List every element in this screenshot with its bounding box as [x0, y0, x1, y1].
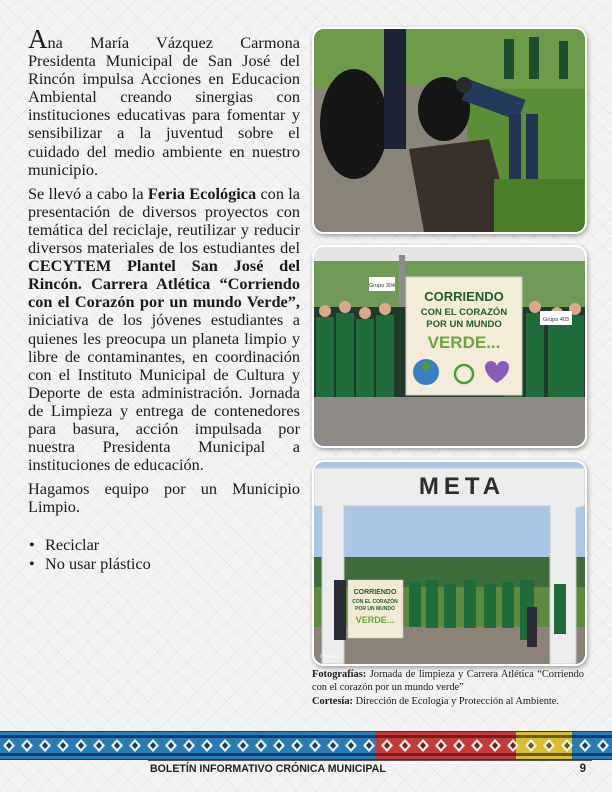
intro-paragraph	[28, 24, 300, 179]
photo-caption	[312, 668, 584, 708]
page-number: 9	[579, 763, 586, 775]
caption-courtesy-text: Dirección de Ecología y Protección al Ambiente.	[352, 695, 559, 707]
events-text-start: Se llevó a cabo la	[28, 183, 148, 203]
feria-ecologica-label: Feria Ecológica	[147, 183, 257, 203]
banner-line: VERDE...	[355, 615, 395, 625]
article-column	[28, 24, 300, 573]
cleanup-photo	[312, 27, 587, 234]
banner-line: CON EL CORAZÓN	[420, 307, 508, 318]
banner-line: VERDE...	[427, 333, 501, 352]
events-text-end: iniciativa de los jóvenes estudiantes a quienes les preocupa un planeta limpio y libre de contaminantes, en coordinación con el Instituto Municipal de Cultura y Deporte de esta administración. Jornada de Limpieza y entrega de contenedores para basura, acción impulsada por nuestra Presidenta Municipal a instituciones de educación.	[28, 310, 300, 475]
banner-line: CORRIENDO	[353, 589, 397, 596]
slogan-paragraph: Hagamos equipo por un Municipio Limpio.	[28, 479, 300, 517]
finish-line-photo	[312, 460, 587, 666]
banner-line: POR UN MUNDO	[355, 606, 395, 612]
race-name: Carrera Atlética “Corriendo con el Corazón por un mundo Verde”,	[28, 274, 300, 312]
events-paragraph	[28, 185, 300, 475]
intro-text: na María Vázquez Carmona Presidenta Municipal de San José del Rincón impulsa Acciones en Educacion Ambiental creando sinergias con instituciones educativas para fomentar y sensibilizar a la juventud sobre el cuidado del medio ambiente en nuestro municipio.	[28, 33, 300, 179]
group-sign: Grupo 304	[369, 283, 395, 289]
events-text-mid: con la presentación de diversos proyectos con temática del reciclaje, reutilizar y reducir diversos materiales de los estudiantes del	[28, 183, 300, 258]
students-banner-photo	[312, 245, 587, 448]
group-sign: Grupo 403	[543, 317, 569, 323]
decorative-band	[0, 731, 612, 760]
footer	[148, 760, 592, 778]
list-item: • Reciclar	[28, 536, 300, 555]
newsletter-title: BOLETÍN INFORMATIVO CRÓNICA MUNICIPAL	[150, 763, 386, 775]
caption-courtesy-label: Cortesía:	[312, 695, 353, 707]
caption-photos-text: Jornada de limpieza y Carrera Atlética “Corriendo con el corazón por un mundo verde”	[312, 669, 584, 694]
drop-cap: A	[28, 24, 48, 54]
banner-line: POR UN MUNDO	[426, 319, 502, 330]
photo-watermark: Oficial	[320, 654, 334, 660]
action-list	[28, 536, 300, 573]
list-item: • No usar plástico	[28, 555, 300, 574]
school-name: CECYTEM Plantel San José del Rincón.	[28, 256, 300, 294]
banner-line: CORRIENDO	[424, 289, 504, 304]
banner-line: CON EL CORAZÓN	[352, 599, 398, 605]
arch-text: META	[418, 473, 506, 500]
caption-photos-label: Fotografías:	[312, 669, 367, 680]
